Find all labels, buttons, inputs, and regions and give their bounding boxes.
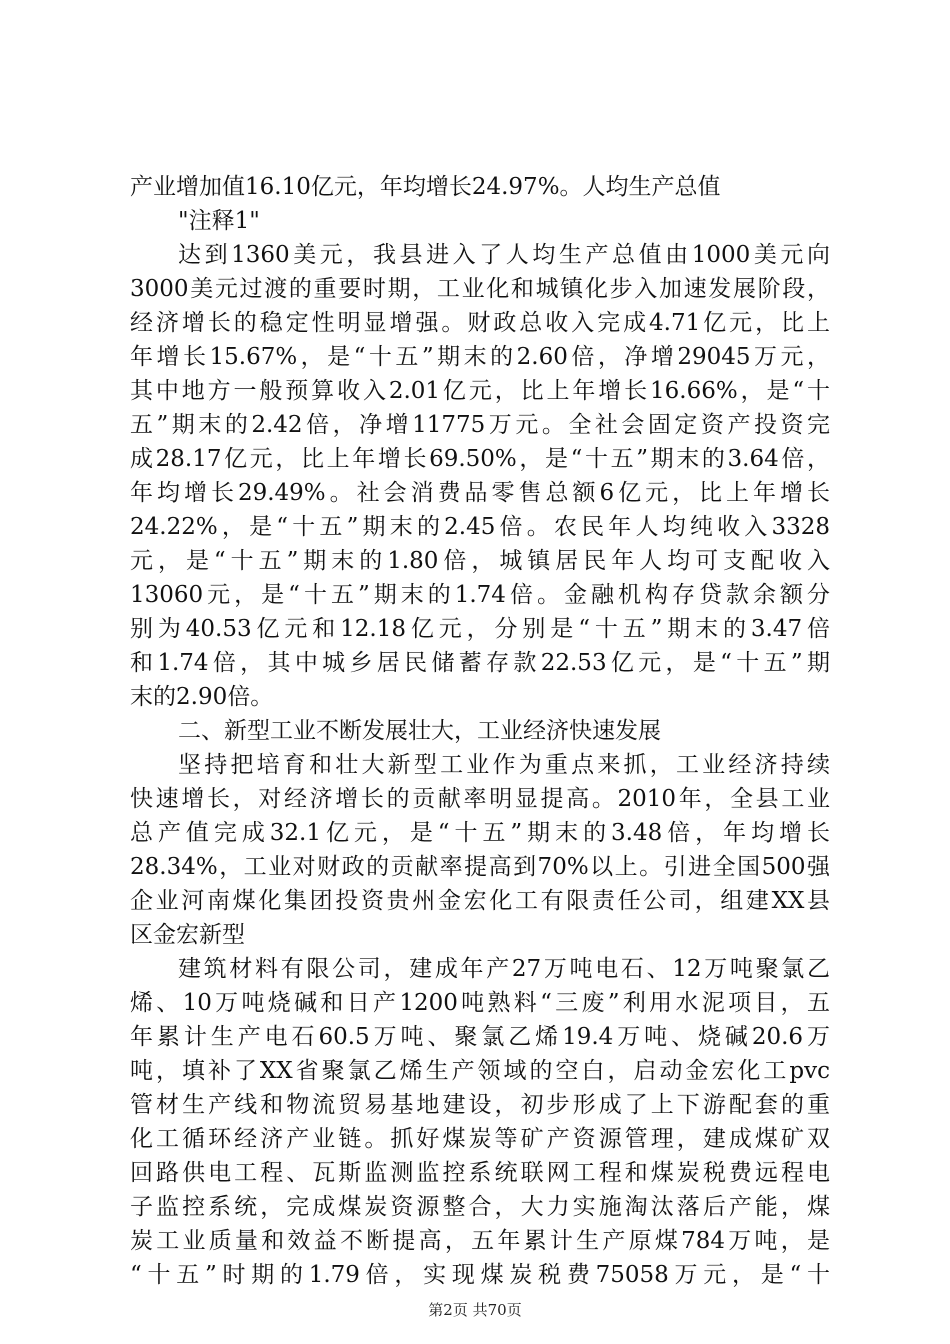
- text-line: 达到1360美元，我县进入了人均生产总值由1000美元向: [178, 242, 830, 268]
- text-line: 13060元，是“十五”期末的1.74倍。金融机构存贷款余额分: [130, 582, 830, 608]
- text-line: 五”期末的2.42倍，净增11775万元。全社会固定资产投资完: [130, 412, 830, 438]
- text-line: 年增长15.67%，是“十五”期末的2.60倍，净增29045万元，: [130, 344, 830, 370]
- document-body: [130, 170, 830, 1292]
- text-line: 其中地方一般预算收入2.01亿元，比上年增长16.66%，是“十: [130, 378, 830, 404]
- text-line: 坚持把培育和壮大新型工业作为重点来抓，工业经济持续: [178, 752, 830, 778]
- text-line: “十五”时期的1.79倍，实现煤炭税费75058万元，是“十: [130, 1262, 830, 1288]
- text-line: 年均增长29.49%。社会消费品零售总额6亿元，比上年增长: [130, 480, 830, 506]
- text-line: 吨，填补了XX省聚氯乙烯生产领域的空白，启动金宏化工pvc: [130, 1058, 830, 1084]
- text-line: 28.34%，工业对财政的贡献率提高到70%以上。引进全国500强: [130, 854, 830, 880]
- text-line: 二、新型工业不断发展壮大，工业经济快速发展: [178, 718, 661, 744]
- text-line: 产业增加值16.10亿元，年均增长24.97%。人均生产总值: [130, 174, 721, 200]
- text-line: 区金宏新型: [130, 922, 245, 948]
- text-line: 元，是“十五”期末的1.80倍，城镇居民年人均可支配收入: [130, 548, 830, 574]
- text-line: 管材生产线和物流贸易基地建设，初步形成了上下游配套的重: [130, 1092, 830, 1118]
- text-line: 别为40.53亿元和12.18亿元，分别是“十五”期末的3.47倍: [130, 616, 830, 642]
- text-line: 烯、10万吨烧碱和日产1200吨熟料“三废”利用水泥项目，五: [130, 990, 830, 1016]
- text-line: 和1.74倍，其中城乡居民储蓄存款22.53亿元，是“十五”期: [130, 650, 830, 676]
- text-line: 企业河南煤化集团投资贵州金宏化工有限责任公司，组建XX县: [130, 888, 830, 914]
- text-line: 成28.17亿元，比上年增长69.50%，是“十五”期末的3.64倍，: [130, 446, 830, 472]
- text-line: "注释1": [178, 208, 260, 234]
- text-line: 总产值完成32.1亿元，是“十五”期末的3.48倍，年均增长: [130, 820, 830, 846]
- text-line: 快速增长，对经济增长的贡献率明显提高。2010年，全县工业: [130, 786, 830, 812]
- text-line: 化工循环经济产业链。抓好煤炭等矿产资源管理，建成煤矿双: [130, 1126, 830, 1152]
- text-line: 年累计生产电石60.5万吨、聚氯乙烯19.4万吨、烧碱20.6万: [130, 1024, 830, 1050]
- text-line: 回路供电工程、瓦斯监测监控系统联网工程和煤炭税费远程电: [130, 1160, 830, 1186]
- text-line: 子监控系统，完成煤炭资源整合，大力实施淘汰落后产能，煤: [130, 1194, 830, 1220]
- page-number-footer: 第2页 共70页: [428, 1301, 522, 1319]
- text-line: 末的2.90倍。: [130, 684, 274, 710]
- text-line: 经济增长的稳定性明显增强。财政总收入完成4.71亿元，比上: [130, 310, 830, 336]
- text-line: 建筑材料有限公司，建成年产27万吨电石、12万吨聚氯乙: [178, 956, 830, 982]
- text-line: 炭工业质量和效益不断提高，五年累计生产原煤784万吨，是: [130, 1228, 830, 1254]
- text-line: 3000美元过渡的重要时期，工业化和城镇化步入加速发展阶段，: [130, 276, 830, 302]
- text-line: 24.22%，是“十五”期末的2.45倍。农民年人均纯收入3328: [130, 514, 830, 540]
